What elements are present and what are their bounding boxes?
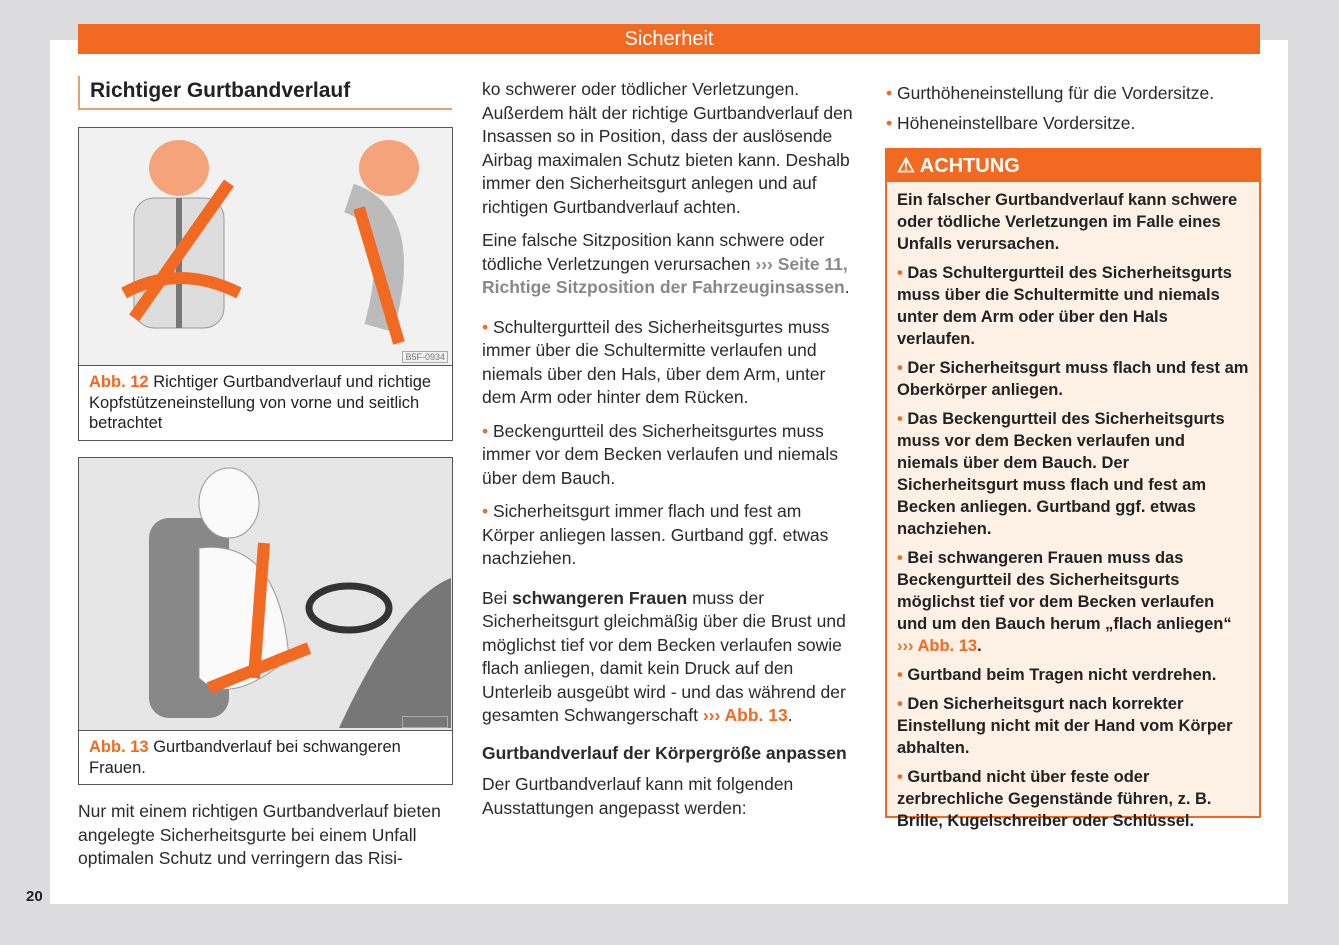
text: Bei xyxy=(482,587,513,608)
text: . xyxy=(844,277,850,297)
bullet-item: • Höheneinstellbare Vordersitze. xyxy=(886,108,1260,138)
figure-13 xyxy=(78,457,453,785)
figure-code: B5F-0934 xyxy=(402,351,448,363)
caption-text: Gurtbandverlauf bei schwangeren Frauen. xyxy=(89,738,401,777)
column-2 xyxy=(482,78,856,830)
bullet-item: • Sicherheitsgurt immer flach und fest am Körper anliegen lassen. Gurtband ggf. etwas nachziehen. xyxy=(482,500,856,571)
figure-13-caption xyxy=(79,731,452,784)
warning-bullet: • Gurtband beim Tragen nicht verdrehen. xyxy=(897,664,1249,686)
paragraph: Der Gurtbandverlauf kann mit folgenden Ausstattungen angepasst werden: xyxy=(482,774,794,818)
warning-bullet xyxy=(897,547,1249,657)
warning-bullet: • Das Beckengurtteil des Sicherheitsgurts muss vor dem Becken verlaufen und niemals über dem Bauch. Der Sicherheitsgurt muss flach und fest am Becken anliegen. Gurtband ggf. etwas nachziehen. xyxy=(897,408,1249,540)
page-link[interactable]: ››› Seite 11, Richtige Sitzposition der Fahrzeuginsassen xyxy=(482,253,848,297)
warning-header xyxy=(887,150,1259,182)
column-1-text: Nur mit einem richtigen Gurtbandverlauf bieten angelegte Sicherheitsgurte bei einem Unfall optimalen Schutz und verringern das Risi- xyxy=(78,801,441,868)
section-title: Richtiger Gurtbandverlauf xyxy=(78,76,452,110)
text: Bei schwangeren Frauen muss das Beckengurtteil des Sicherheitsgurts möglichst tief vor dem Becken verlaufen und um den Bauch herum „flach anliegen“ xyxy=(897,549,1232,633)
paragraph xyxy=(482,587,856,728)
subheading: Gurtbandverlauf der Körpergröße anpassen xyxy=(482,742,847,763)
text: Eine falsche Sitzposition kann schwere oder tödliche Verletzungen verursachen xyxy=(482,230,825,274)
text: muss der Sicherheitsgurt gleichmäßig über die Brust und möglichst tief vor dem Becken verlaufen sowie flach anliegen, damit kein Druck auf den Unterleib ausgeübt wird - und das während der gesamten Schwangerschaft xyxy=(482,587,846,725)
figure-link[interactable]: ››› Abb. 13 xyxy=(897,637,978,655)
figure-label: Abb. 13 xyxy=(89,738,149,756)
text: . xyxy=(787,705,793,725)
warning-triangle-icon: ⚠ xyxy=(897,155,920,177)
figure-12 xyxy=(78,127,453,441)
bold-text: schwangeren Frauen xyxy=(512,587,688,608)
paragraph: ko schwerer oder tödlicher Verletzungen. Außerdem hält der richtige Gurtbandverlauf den Insassen so in Position, dass der auslösende Airbag maximalen Schutz bieten kann. Deshalb immer den Sicherheitsgurt anlegen und auf richtigen Gurtbandverlauf achten. xyxy=(482,79,853,217)
figure-12-image xyxy=(79,128,452,366)
column-3 xyxy=(886,78,1260,138)
warning-title: ACHTUNG xyxy=(919,155,1020,177)
figure-code: B5F-1057 xyxy=(402,716,448,728)
bullet-item: • Beckengurtteil des Sicherheitsgurtes muss immer vor dem Becken verlaufen und niemals über dem Bauch. xyxy=(482,420,856,491)
bullet-item: • Gurthöheneinstellung für die Vordersitze. xyxy=(886,78,1260,108)
pregnant-woman-seatbelt-illustration xyxy=(79,458,451,729)
warning-box xyxy=(885,148,1261,830)
figure-13-image xyxy=(79,458,452,731)
warning-bullet: • Den Sicherheitsgurt nach korrekter Einstellung nicht mit der Hand vom Körper abhalten. xyxy=(897,693,1249,759)
section-header: Sicherheit xyxy=(78,24,1260,54)
page-number: 20 xyxy=(26,888,43,905)
figure-label: Abb. 12 xyxy=(89,373,149,391)
figure-link[interactable]: ››› Abb. 13 xyxy=(702,705,788,725)
warning-bullet: • Gurtband nicht über feste oder zerbrechliche Gegenstände führen, z. B. Brille, Kugelschreiber oder Schlüssel. xyxy=(897,766,1249,832)
paragraph xyxy=(482,229,856,300)
caption-text: Richtiger Gurtbandverlauf und richtige Kopfstützeneinstellung von vorne und seitlich betrachtet xyxy=(89,373,432,432)
bullet-item: • Schultergurtteil des Sicherheitsgurtes muss immer über die Schultermitte verlaufen und niemals über den Hals, über dem Arm, unter dem Arm oder hinter dem Rücken. xyxy=(482,316,856,410)
warning-bullet: • Der Sicherheitsgurt muss flach und fest am Oberkörper anliegen. xyxy=(897,357,1249,401)
seatbelt-front-side-illustration xyxy=(79,128,451,364)
figure-12-caption xyxy=(79,366,452,440)
text: . xyxy=(977,637,982,655)
warning-body xyxy=(887,182,1259,846)
warning-intro: Ein falscher Gurtbandverlauf kann schwere oder tödliche Verletzungen im Falle eines Unfalls verursachen. xyxy=(897,191,1238,253)
warning-bullet: • Das Schultergurtteil des Sicherheitsgurts muss über die Schultermitte und niemals unter dem Arm oder über den Hals verlaufen. xyxy=(897,262,1249,350)
